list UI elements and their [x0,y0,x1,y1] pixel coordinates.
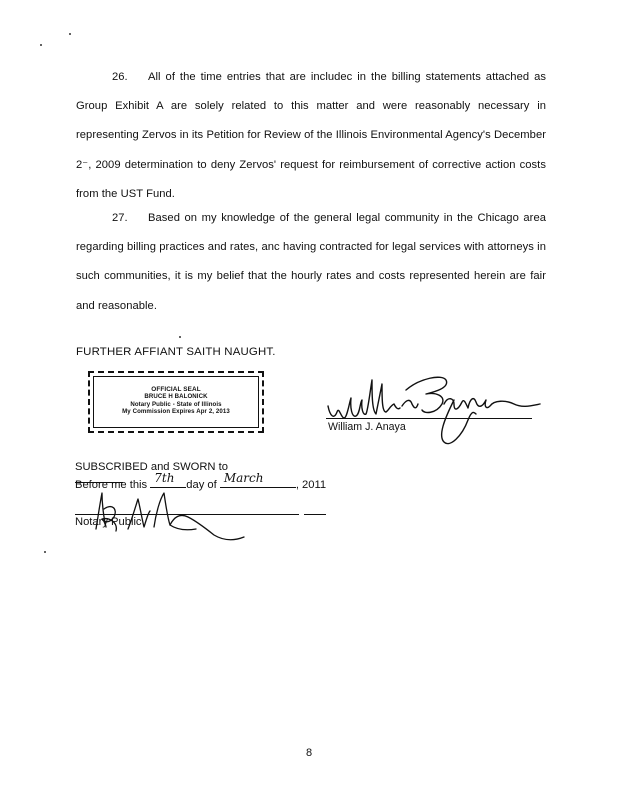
seal-title: OFFICIAL SEAL [151,386,201,393]
paragraph-26 [76,63,546,209]
notary-signature-line [75,514,299,515]
seal-expiration: My Commission Expires Apr 2, 2013 [122,408,230,416]
notary-public-label: Notary Public [75,516,142,528]
notary-line-dash [304,514,326,515]
jurat-day-of: day of [186,479,217,491]
paragraph-27-number: 27. [112,212,128,224]
affiant-signature-line [326,418,532,419]
jurat-year: , 2011 [295,479,327,491]
paragraph-27-text: Based on my knowledge of the general legal community in the Chicago area regarding billing practices and rates, anc having contracted for legal services with attorneys in such communities, it is my belief that the hourly rates and costs represented herein are fair and reasonable. [76,212,546,312]
seal-state: Notary Public - State of Illinois [130,400,222,408]
jurat-subscribed-line: SUBSCRIBED and SWORN to [75,461,228,473]
paragraph-26-text: All of the time entries that are includec in the billing statements attached as Group Exhibit A are solely related to this matter and were reasonably necessary in representing Zervos in its Petition for Review of the Illinois Environmental Agency's December 2⁻, 2009 determination to deny Zervos' request for reimbursement of corrective action costs from the UST Fund. [76,71,546,200]
affiant-closing: FURTHER AFFIANT SAITH NAUGHT. [76,346,276,358]
official-seal-stamp [88,371,264,433]
page-number: 8 [305,747,313,759]
jurat-month-handwritten: March [223,471,264,485]
jurat-day-handwritten: 7th [154,471,175,485]
jurat-before-me: Before me this [75,479,148,491]
notary-signature [84,483,274,543]
affiant-signature [316,370,546,450]
paragraph-27 [76,204,546,321]
seal-notary-name: BRUCE H BALONICK [144,393,208,401]
paragraph-26-number: 26. [112,71,128,83]
affiant-name: William J. Anaya [328,421,406,433]
